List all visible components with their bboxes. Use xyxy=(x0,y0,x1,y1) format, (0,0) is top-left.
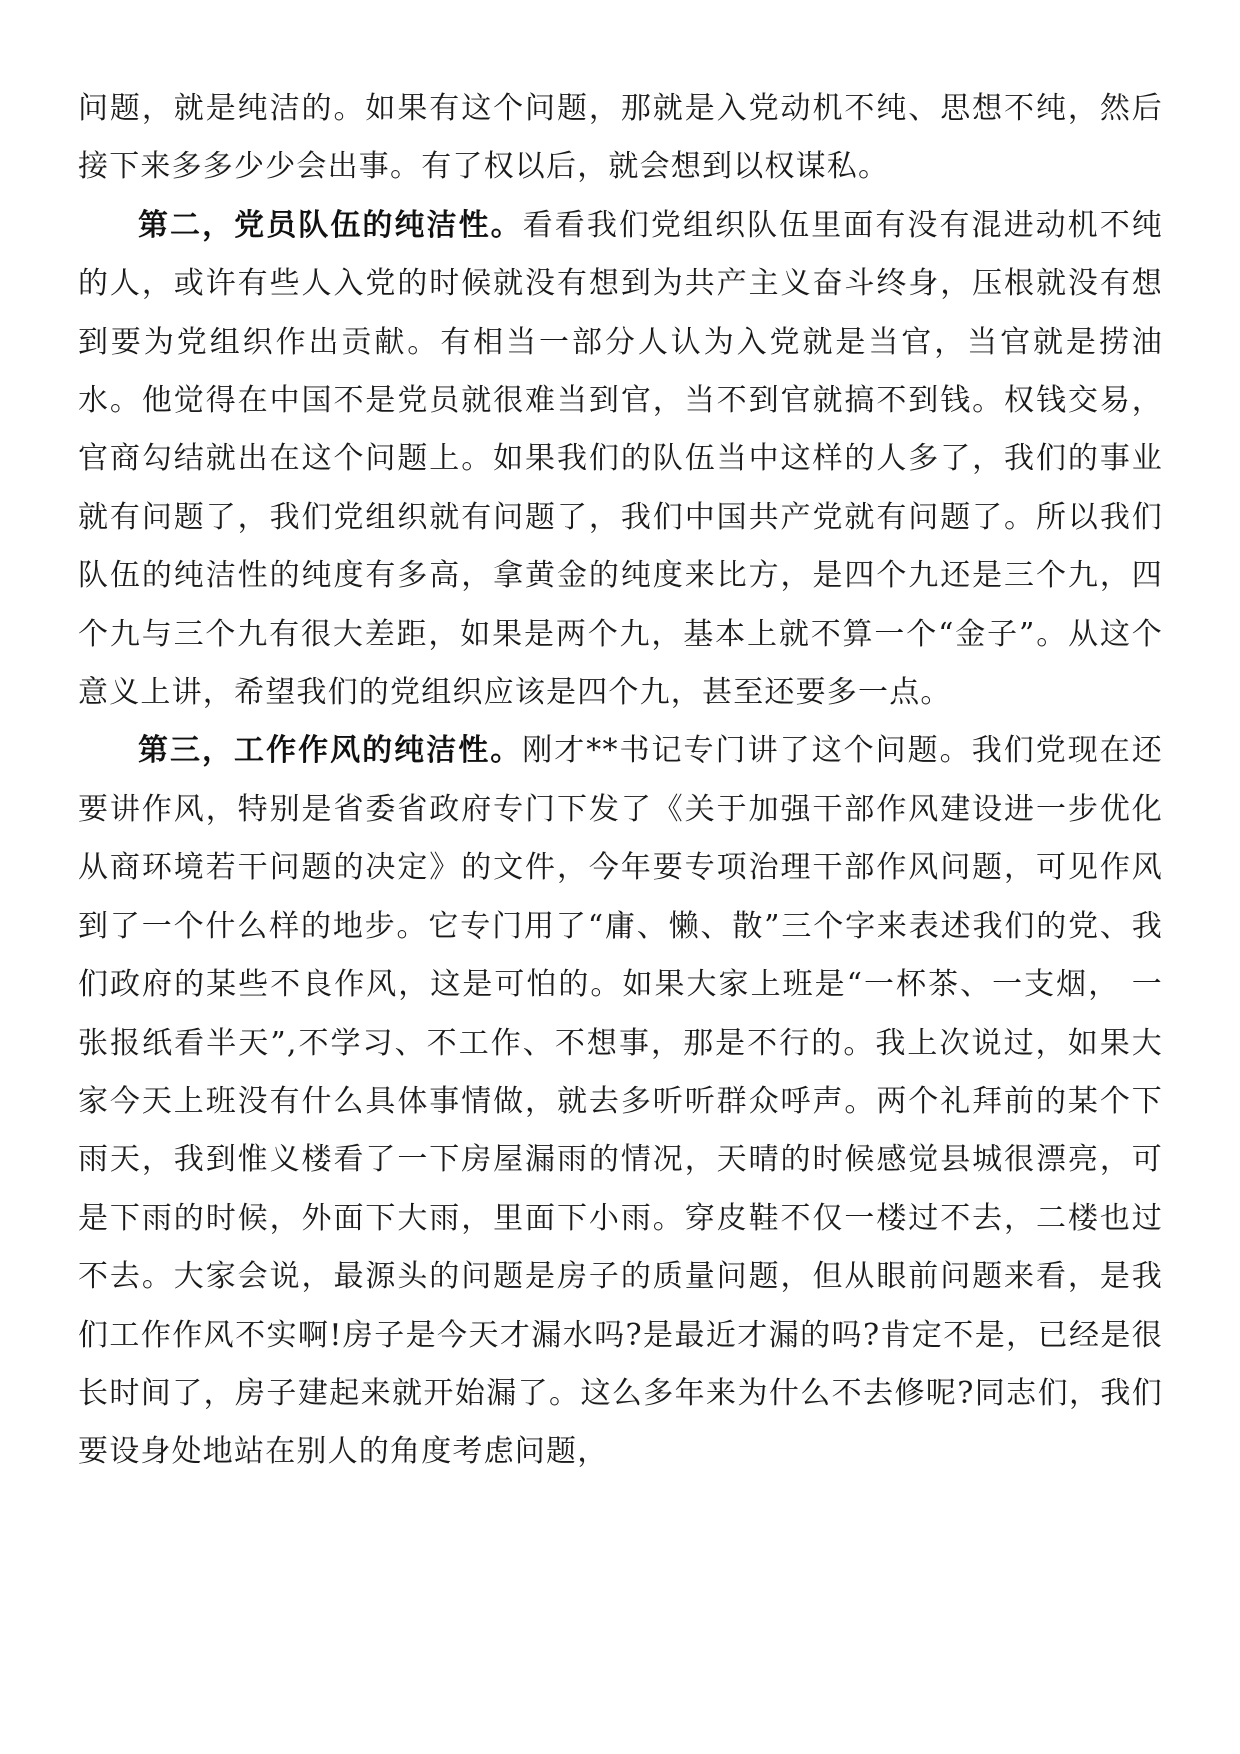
paragraph-work-style-purity xyxy=(78,722,1163,1481)
paragraph-text: 看看我们党组织队伍里面有没有混进动机不纯的人，或许有些人入党的时候就没有想到为共产主义奋斗终身，压根就没有想到要为党组织作出贡献。有相当一部分人认为入党就是当官，当官就是捞油水。他觉得在中国不是党员就很难当到官，当不到官就搞不到钱。权钱交易，官商勾结就出在这个问题上。如果我们的队伍当中这样的人多了，我们的事业就有问题了，我们党组织就有问题了，我们中国共产党就有问题了。所以我们队伍的纯洁性的纯度有多高，拿黄金的纯度来比方，是四个九还是三个九，四个九与三个九有很大差距，如果是两个九，基本上就不算一个“金子”。从这个意义上讲，希望我们的党组织应该是四个九，甚至还要多一点。 xyxy=(78,207,1164,711)
document-page xyxy=(78,80,1163,1482)
paragraph-heading: 第二，党员队伍的纯洁性。 xyxy=(138,207,523,243)
paragraph-heading: 第三，工作作风的纯洁性。 xyxy=(138,733,523,769)
paragraph-continuation xyxy=(78,80,1163,197)
paragraph-text: 刚才**书记专门讲了这个问题。我们党现在还要讲作风，特别是省委省政府专门下发了《关于加强干部作风建设进一步优化从商环境若干问题的决定》的文件，今年要专项治理干部作风问题，可见作风到了一个什么样的地步。它专门用了“庸、懒、散”三个字来表述我们的党、我们政府的某些不良作风，这是可怕的。如果大家上班是“一杯茶、一支烟， 一张报纸看半天”,不学习、不工作、不想事，那是不行的。我上次说过，如果大家今天上班没有什么具体事情做，就去多听听群众呼声。两个礼拜前的某个下雨天，我到惟义楼看了一下房屋漏雨的情况，天晴的时候感觉县城很漂亮，可是下雨的时候，外面下大雨，里面下小雨。穿皮鞋不仅一楼过不去，二楼也过不去。大家会说，最源头的问题是房子的质量问题，但从眼前问题来看，是我们工作作风不实啊!房子是今天才漏水吗?是最近才漏的吗?肯定不是，已经是很长时间了，房子建起来就开始漏了。这么多年来为什么不去修呢?同志们，我们要设身处地站在别人的角度考虑问题， xyxy=(78,733,1163,1470)
paragraph-text: 问题，就是纯洁的。如果有这个问题，那就是入党动机不纯、思想不纯，然后接下来多多少少会出事。有了权以后，就会想到以权谋私。 xyxy=(78,91,1163,185)
paragraph-party-member-purity xyxy=(78,197,1163,723)
